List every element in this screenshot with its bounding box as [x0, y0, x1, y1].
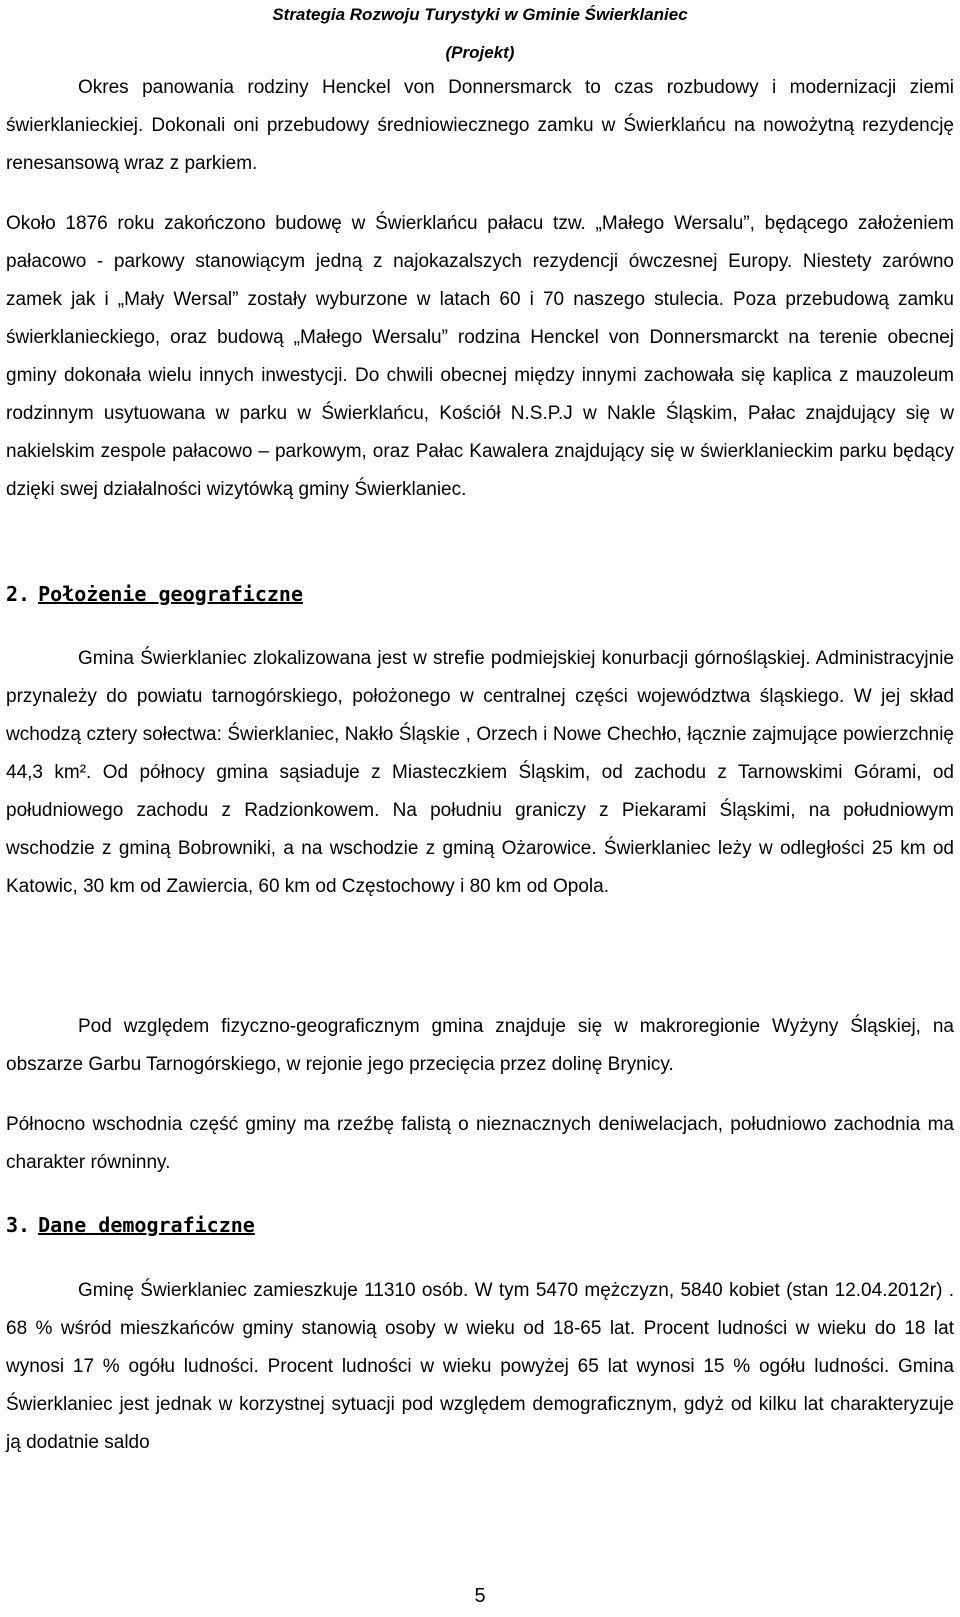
- page-number: 5: [474, 1585, 486, 1607]
- paragraph-maly-wersal: Około 1876 roku zakończono budowę w Świerklańcu pałacu tzw. „Małego Wersalu”, będącego założeniem pałacowo - parkowy stanowiącym jedną z najokazalszych rezydencji ówczesnej Europy. Niestety zarówno zamek jak i „Mały Wersal” zostały wyburzone w latach 60 i 70 naszego stulecia. Poza przebudową zamku świerklanieckiego, oraz budową „Małego Wersalu” rodzina Henckel von Donnersmarckt na terenie obecnej gminy dokonała wielu innych inwestycji. Do chwili obecnej między innymi zachowała się kaplica z mauzoleum rodzinnym usytuowana w parku w Świerklańcu, Kościół N.S.P.J w Nakle Śląskim, Pałac znajdujący się w nakielskim zespole pałacowo – parkowym, oraz Pałac Kawalera znajdujący się w świerklanieckim parku będący dzięki swej działalności wizytówką gminy Świerklaniec.: [6, 213, 954, 500]
- paragraph-location: Gmina Świerklaniec zlokalizowana jest w strefie podmiejskiej konurbacji górnośląskiej. Administracyjnie przynależy do powiatu tarnogórskiego, położonego w centralnej części województwa śląskiego. W jej skład wchodzą cztery sołectwa: Świerklaniec, Nakło Śląskie , Orzech i Nowe Chechło, łącznie zajmujące powierzchnię 44,3 km². Od północy gmina sąsiaduje z Miasteczkiem Śląskim, od zachodu z Tarnowskimi Górami, od południowego zachodu z Radzionkowem. Na południu graniczy z Piekarami Śląskimi, na południowym wschodzie z gminą Bobrowniki, a na wschodzie z gminą Ożarowice. Świerklaniec leży w odległości 25 km od Katowic, 30 km od Zawiercia, 60 km od Częstochowy i 80 km od Opola.: [6, 648, 954, 897]
- document-header-title: Strategia Rozwoju Turystyki w Gminie Świerklaniec: [272, 5, 688, 24]
- section-heading-demography: [6, 1211, 255, 1239]
- section-number: 2.: [6, 582, 31, 606]
- paragraph-relief: Północno wschodnia część gminy ma rzeźbę falistą o nieznacznych deniwelacjach, południowo zachodnia ma charakter równinny.: [6, 1114, 954, 1173]
- document-header-subtitle: (Projekt): [445, 43, 515, 62]
- section-heading-geography: [6, 580, 303, 608]
- section-title: Położenie geograficzne: [38, 582, 303, 606]
- paragraph-population: Gminę Świerklaniec zamieszkuje 11310 osób. W tym 5470 mężczyzn, 5840 kobiet (stan 12.04.2012r) . 68 % wśród mieszkańców gminy stanowią osoby w wieku od 18-65 lat. Procent ludności w wieku do 18 lat wynosi 17 % ogółu ludności. Procent ludności w wieku powyżej 65 lat wynosi 15 % ogółu ludności. Gmina Świerklaniec jest jednak w korzystnej sytuacji pod względem demograficznym, gdyż od kilku lat charakteryzuje ją dodatnie saldo: [6, 1280, 954, 1453]
- section-number: 3.: [6, 1213, 31, 1237]
- paragraph-henckel-family: Okres panowania rodziny Henckel von Donnersmarck to czas rozbudowy i modernizacji ziemi świerklanieckiej. Dokonali oni przebudowy średniowiecznego zamku w Świerklańcu na nowożytną rezydencję renesansową wraz z parkiem.: [6, 77, 954, 174]
- section-title: Dane demograficzne: [38, 1213, 255, 1237]
- paragraph-physical-geography: Pod względem fizyczno-geograficznym gmina znajduje się w makroregionie Wyżyny Śląskiej, na obszarze Garbu Tarnogórskiego, w rejonie jego przecięcia przez dolinę Brynicy.: [6, 1016, 954, 1075]
